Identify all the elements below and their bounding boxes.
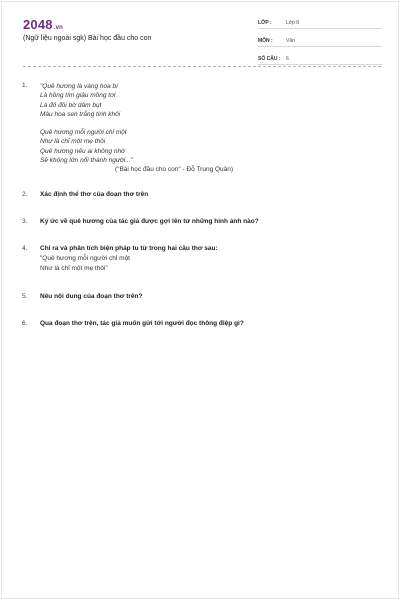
quote-line: Như là chỉ một mẹ thôi" xyxy=(40,265,108,273)
poem-line: Sẽ không lớn nổi thành người..." xyxy=(40,157,134,165)
question-item xyxy=(22,245,380,274)
question-number: 6. xyxy=(22,320,28,328)
quote-line: "Quê hương mỗi người chỉ một xyxy=(40,255,130,263)
question-number: 3. xyxy=(22,218,28,226)
meta-panel xyxy=(258,17,382,71)
stanza-gap xyxy=(40,119,380,128)
site-logo[interactable] xyxy=(23,17,63,32)
logo-suffix: .vn xyxy=(53,25,64,31)
question-text: Qua đoạn thơ trên, tác giả muốn gửi tới người đọc thông điệp gì? xyxy=(40,320,244,328)
question-item xyxy=(22,218,380,225)
question-text: Chỉ ra và phân tích biện pháp tu từ trong hai câu thơ sau: xyxy=(40,245,218,253)
question-list xyxy=(22,82,380,327)
question-item xyxy=(22,191,380,198)
meta-row-class xyxy=(258,17,382,29)
poem-line: Quê hương nếu ai không nhớ xyxy=(40,147,125,155)
question-number: 4. xyxy=(22,245,28,253)
meta-label: LỚP : xyxy=(258,20,272,26)
question-number: 5. xyxy=(22,293,28,301)
question-item xyxy=(22,320,380,327)
question-text: Nêu nội dung của đoạn thơ trên? xyxy=(40,293,143,301)
question-number: 2. xyxy=(22,191,28,199)
meta-label: MÔN : xyxy=(258,38,273,44)
question-text: Ký ức về quê hương của tác giả được gợi lên từ những hình ảnh nào? xyxy=(40,218,259,226)
question-number: 1. xyxy=(22,82,28,89)
worksheet-page xyxy=(1,1,399,599)
meta-row-subject xyxy=(258,35,382,47)
poem-line: Quê hương mỗi người chỉ một xyxy=(40,129,127,137)
quoted-lines xyxy=(40,254,380,274)
question-body xyxy=(40,82,380,174)
logo-text: 2048 xyxy=(23,17,53,32)
meta-value: Văn xyxy=(286,38,295,44)
question-item xyxy=(22,293,380,300)
poem-source: ("Bài học đầu cho con" - Đỗ Trung Quân) xyxy=(115,166,234,174)
question-item xyxy=(22,82,380,174)
header-divider xyxy=(23,66,381,67)
document-title: (Ngữ liệu ngoài sgk) Bài học đầu cho con xyxy=(23,35,152,42)
poem-line: Là hồng tím giậu mồng tơi xyxy=(40,92,116,100)
meta-value: 6 xyxy=(286,56,289,62)
meta-label: SỐ CÂU : xyxy=(258,56,281,62)
meta-value: Lớp 8 xyxy=(286,20,300,26)
poem-line: Màu hoa sen trắng tinh khôi xyxy=(40,110,121,118)
poem-line: Như là chỉ một mẹ thôi xyxy=(40,138,106,146)
poem-line: Là đỏ đôi bờ dâm bụt xyxy=(40,101,102,109)
meta-row-question-count xyxy=(258,53,382,65)
poem-excerpt xyxy=(40,82,380,174)
question-text: Xác định thể thơ của đoạn thơ trên xyxy=(40,191,149,199)
poem-line: "Quê hương là vàng hoa bí xyxy=(40,83,118,90)
